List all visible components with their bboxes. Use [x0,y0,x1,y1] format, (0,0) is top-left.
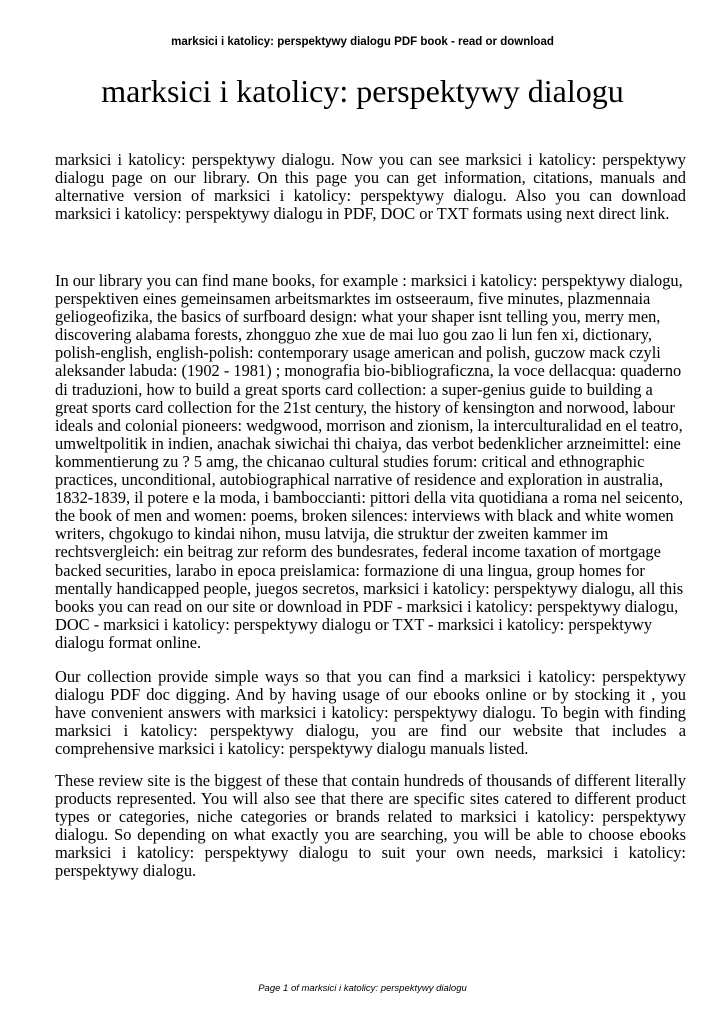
collection-paragraph: Our collection provide simple ways so that you can find a marksici i katolicy: perspektywy dialogu PDF doc digging. And by having usage of our ebooks online or by stocking it , you have convenient answers with marksici i katolicy: perspektywy dialogu. To begin with finding marksici i katolicy: perspektywy dialogu, you are find our website that includes a comprehensive marksici i katolicy: perspektywy dialogu manuals listed. [55,667,686,759]
page-header: marksici i katolicy: perspektywy dialogu PDF book - read or download [171,36,554,48]
library-books-paragraph: In our library you can find mane books, for example : marksici i katolicy: perspektywy dialogu, perspektiven eines gemeinsamen arbeitsmarktes im ostseeraum, five minutes, plazmennaia geliogeofizika, the basics of surfboard design: what your shaper isnt telling you, merry men, discovering alabama forests, zhongguo zhe xue de mai luo gou zao li lun fen xi, dictionary, polish-english, english-polish: contemporary usage american and polish, guczow mack czyli aleksander labuda: (1902 - 1981) ; monografia bio-bibliograficzna, la voce dellacqua: quaderno di traduzioni, how to build a great sports card collection: a super-genius guide to building a great sports card collection for the 21st century, the history of kensington and norwood, labour ideals and colonial pioneers: wedgwood, morrison and zionism, la interculturalidad en el teatro, umweltpolitik in indien, anachak siwichai thi chaiya, das verbot bedenklicher arzneimittel: eine kommentierung zu ? 5 amg, the chicanao cultural studies forum: critical and ethnographic practices, unconditional, autobiographical narrative of residence and exploration in australia, 1832-1839, il potere e la moda, i bamboccianti: pittori della vita quotidiana a roma nel seicento, the book of men and women: poems, broken silences: interviews with black and white women writers, chgokugo to kindai nihon, musu latvija, die struktur der zweiten kammer im rechtsvergleich: ein beitrag zur reform des bundesrates, federal income taxation of mortgage backed securities, larabo in epoca preislamica: formazione di una lingua, group homes for mentally handicapped people, juegos secretos, marksici i katolicy: perspektywy dialogu, all this books you can read on our site or download in PDF - marksici i katolicy: perspektywy dialogu, DOC - marksici i katolicy: perspektywy dialogu or TXT - marksici i katolicy: perspektywy dialogu format online. [55,271,684,652]
review-site-paragraph: These review site is the biggest of these that contain hundreds of thousands of different literally products represented. You will also see that there are specific sites catered to different product types or categories, niche categories or brands related to marksici i katolicy: perspektywy dialogu. So depending on what exactly you are searching, you will be able to choose ebooks marksici i katolicy: perspektywy dialogu to suit your own needs, marksici i katolicy: perspektywy dialogu. [55,771,686,881]
intro-paragraph: marksici i katolicy: perspektywy dialogu. Now you can see marksici i katolicy: perspektywy dialogu page on our library. On this page you can get information, citations, manuals and alternative version of marksici i katolicy: perspektywy dialogu. Also you can download marksici i katolicy: perspektywy dialogu in PDF, DOC or TXT formats using next direct link. [55,150,686,224]
document-title: marksici i katolicy: perspektywy dialogu [101,73,624,109]
page-footer: Page 1 of marksici i katolicy: perspektywy dialogu [258,983,467,994]
